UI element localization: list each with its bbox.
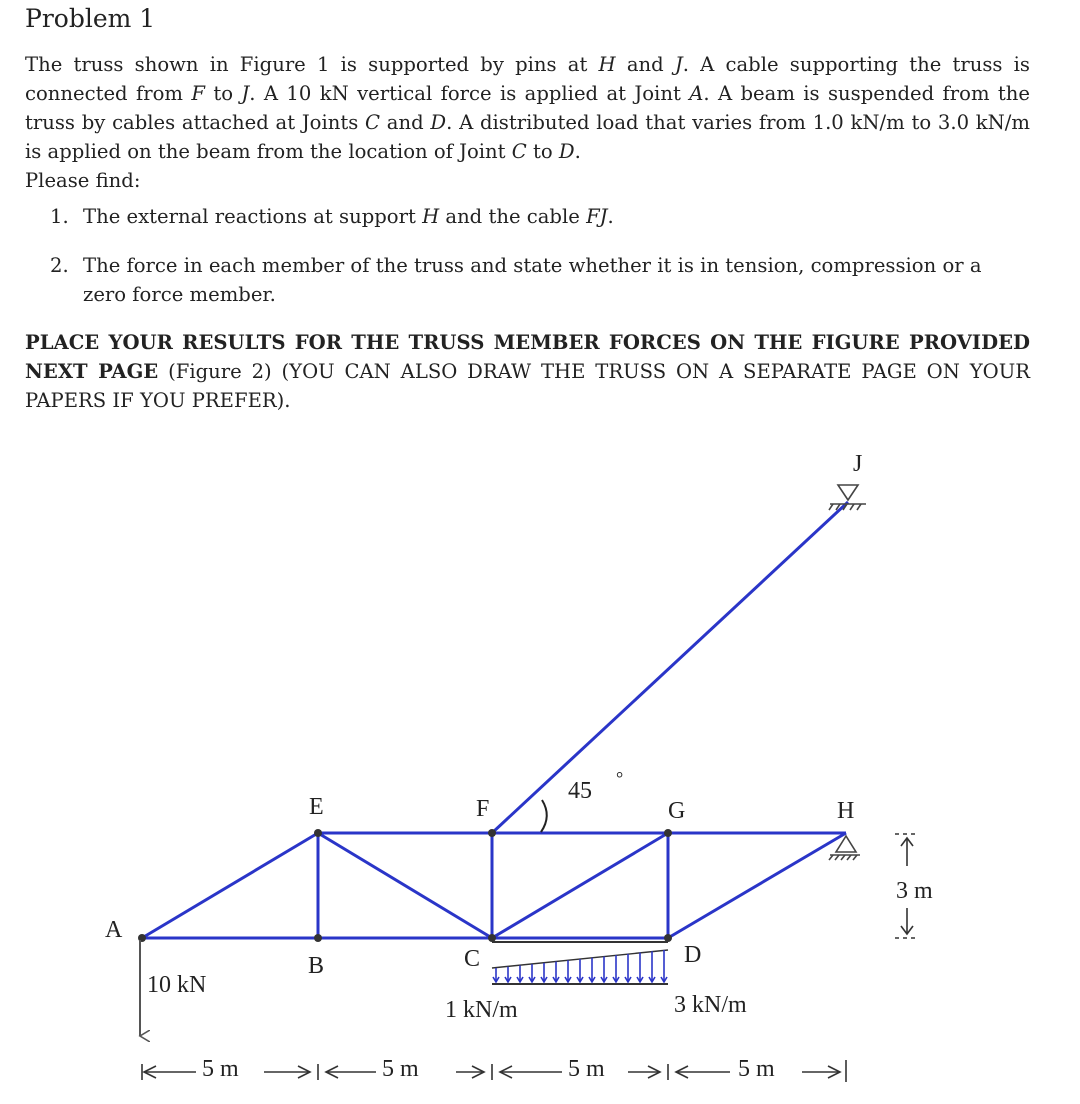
joint-c <box>488 934 496 942</box>
member-cg <box>492 833 668 938</box>
joint-d <box>664 934 672 942</box>
cable-fj <box>492 502 848 833</box>
label-h: H <box>837 798 855 824</box>
instruction-text: PLACE YOUR RESULTS FOR THE TRUSS MEMBER FORCES ON THE FIGURE PROVIDED NEXT PAGE (Figure 2) (YOU CAN ALSO DRAW THE TRUSS ON A SEPARATE PAGE ON YOUR PAPERS IF YOU PREFER). <box>25 331 1030 412</box>
problem-title: Problem 1 <box>25 4 156 33</box>
label-e: E <box>309 794 324 820</box>
joint-e <box>314 829 322 837</box>
member-dh <box>668 833 846 938</box>
label-dim-3: 5 m <box>568 1056 605 1082</box>
label-dim-1: 5 m <box>202 1056 239 1082</box>
label-degree: ° <box>616 768 624 788</box>
label-load-left: 1 kN/m <box>445 997 518 1023</box>
statement-text: The truss shown in Figure 1 is supported by pins at H and J. A cable supporting the truss is connected from F to J. A 10 kN vertical force is applied at Joint A. A beam is suspended from the truss by cables attached at Joints C and D. A distributed load that varies from 1.0 kN/m to 3.0 kN/m is applied on the beam from the location of Joint C to D. <box>25 53 1030 163</box>
please-find: Please find: <box>25 169 141 192</box>
joint-b <box>314 934 322 942</box>
label-force: 10 kN <box>147 972 207 998</box>
label-d: D <box>684 942 702 968</box>
label-height: 3 m <box>896 878 933 904</box>
label-j: J <box>853 451 863 477</box>
label-b: B <box>308 953 325 979</box>
label-f: F <box>476 796 490 822</box>
dimension-arrows <box>142 834 919 1082</box>
label-c: C <box>464 946 481 972</box>
label-a: A <box>105 917 123 943</box>
member-ec <box>318 833 492 938</box>
label-dim-2: 5 m <box>382 1056 419 1082</box>
joint-f <box>488 829 496 837</box>
distributed-load-arrows <box>493 950 667 982</box>
angle-arc <box>541 800 547 832</box>
label-angle: 45 <box>568 778 592 804</box>
truss-members <box>142 502 848 938</box>
pin-support-j <box>829 485 866 510</box>
label-load-right: 3 kN/m <box>674 992 747 1018</box>
member-ae <box>142 833 318 938</box>
task-item-2: 2. The force in each member of the truss and state whether it is in tension, compression or a zero force member. <box>50 254 982 306</box>
task-item-1: 1. The external reactions at support H and the cable FJ. <box>50 205 614 228</box>
label-dim-4: 5 m <box>738 1056 775 1082</box>
joint-g <box>664 829 672 837</box>
label-g: G <box>668 798 686 824</box>
